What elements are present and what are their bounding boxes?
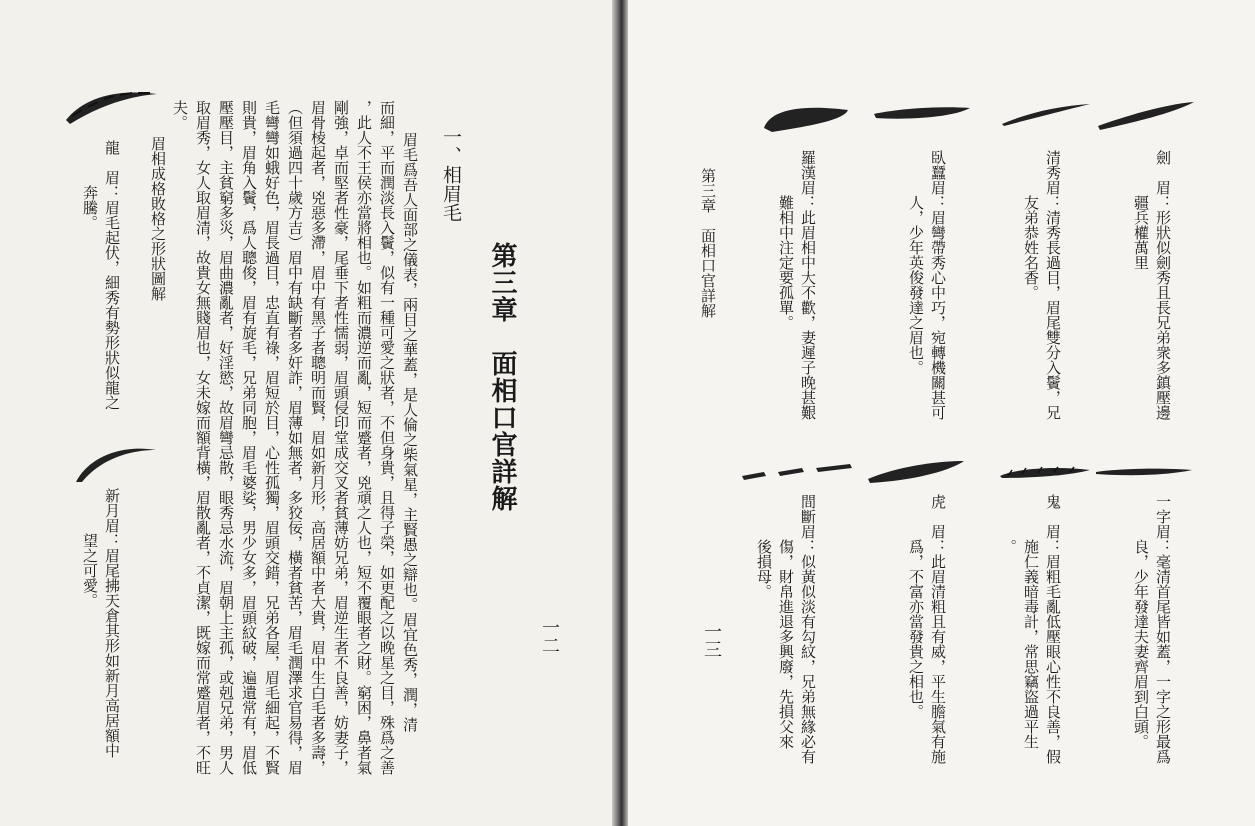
page-number: 一三 — [701, 622, 722, 658]
body-line: 而細，平而潤淡長入鬢，似有一種可愛之狀者，不但身貴，且得子榮，如更配之以晚星之目，殊爲之善 — [378, 100, 396, 775]
entry-arhat-brow-line1: 羅漢眉：此眉相中大不歡，妻遲子晚甚艱 — [799, 150, 817, 420]
body-line: 夫。 — [171, 100, 189, 130]
tiger-eyebrow-illustration — [866, 455, 966, 485]
entry-broken-brow-line3: 後損母。 — [755, 494, 773, 599]
entry-one-character-brow-line2: 良，少年發達夫妻齊眉到白頭。 — [1132, 494, 1150, 749]
figure-caption: 眉相成格敗格之形狀圖解 — [149, 136, 167, 301]
entry-broken-brow-line1: 間斷眉：似黃似淡有勾紋，兄弟無緣必有 — [799, 494, 817, 764]
entry-dragon-brow-line1: 龍 眉：眉毛起伏，細秀有勢形狀似龍之 — [103, 140, 121, 410]
body-line: 毛彎彎如蛾好色，眉長過目，忠直有祿，眉短於目，心性孤獨，眉頭交錯，兄弟各屋，眉毛細起，不賢 — [263, 100, 281, 775]
entry-ghost-brow-line1: 鬼 眉：眉粗毛亂低壓眼心性不良善，假 — [1044, 494, 1062, 764]
entry-tiger-brow-line2: 爲，不富亦當發貴之相也。 — [907, 494, 925, 719]
arhat-eyebrow-illustration — [760, 100, 852, 134]
sword-eyebrow-illustration — [1096, 98, 1196, 132]
sleeping-silkworm-eyebrow-illustration — [872, 100, 972, 126]
body-line: 眉骨棱起者，兇惡多滯，眉中有黑子者聰明而賢，眉如新月形，高居額中者大貴，眉中生白毛者多壽， — [309, 100, 327, 775]
entry-sword-brow-line1: 劍 眉：形狀似劍秀且長兄弟衆多鎮壓邊 — [1154, 150, 1172, 420]
dragon-eyebrow-illustration — [62, 80, 162, 130]
entry-arhat-brow-line2: 難相中注定要孤單。 — [777, 150, 795, 330]
book-gutter — [612, 0, 628, 826]
entry-elegant-brow-line1: 清秀眉：清秀長過目，眉尾雙分入鬢，兄 — [1044, 150, 1062, 420]
body-line: （但須過四十歲方吉）眉中有缺斷者多奸詐，眉薄如無者，多狡佞，橫者貧苦，眉毛潤澤求官易得，眉 — [286, 100, 304, 775]
body-line: 剛強，卓而堅者性豪，尾垂下者性懦弱，眉頭侵印堂成交叉者貧薄妨兄弟，眉逆生者不良善，妨妻子， — [332, 100, 350, 775]
broken-eyebrow-illustration — [738, 460, 856, 484]
page-number: 一二 — [539, 618, 560, 654]
ghost-eyebrow-illustration — [998, 462, 1092, 482]
entry-ghost-brow-line2: 施仁義暗毒計，常思竊盜過平生 — [1022, 494, 1040, 749]
right-page — [628, 0, 1255, 826]
running-head: 第三章 面相口官詳解 — [699, 168, 717, 318]
entry-silkworm-brow-line2: 人，少年英俊發達之眉也。 — [907, 150, 925, 375]
entry-silkworm-brow-line1: 臥蠶眉：眉彎帶秀心中巧，宛轉機關甚可 — [929, 150, 947, 420]
body-line: 眉毛爲吾人面部之儀表，兩目之華蓋，是人倫之柴氣星，主賢愚之辯也。眉宜色秀，潤，清 — [401, 132, 419, 732]
body-line: 壓壓目，主貧窮多災，眉曲濃亂者，好淫慾，故眉彎忌散，眼秀忌水流，眉朝上主孤，或剋兄弟，男人 — [217, 100, 235, 775]
section-title: 一、相眉毛 — [440, 127, 462, 222]
entry-crescent-brow-line1: 新月眉：眉尾拂天倉其形如新月高居額中 — [103, 488, 121, 758]
elegant-eyebrow-illustration — [1000, 100, 1092, 128]
left-page — [0, 0, 612, 826]
crescent-eyebrow-illustration — [70, 440, 160, 485]
body-line: 取眉秀，女人取眉清，故貴女無賤眉也，女未嫁而額背橫，眉散亂者，不貞潔，既嫁而常蹙眉者，不旺 — [194, 100, 212, 775]
entry-one-character-brow-line1: 一字眉：毫清首尾皆如蓋，一字之形最爲 — [1154, 494, 1172, 764]
entry-ghost-brow-line3: 。 — [1000, 494, 1018, 554]
entry-dragon-brow-line2: 奔騰。 — [81, 140, 99, 230]
chapter-title: 第三章 面相口官詳解 — [487, 242, 517, 512]
one-character-eyebrow-illustration — [1094, 462, 1194, 482]
body-line: 則貴，眉角入鬢，爲人聰俊，眉有旋毛，兄弟同胞，眉毛婆娑，男少女多，眉頭紋破，遍遺常有，眉低 — [240, 100, 258, 775]
body-line: ，此人不王侯亦當將相也。如粗而濃逆而亂，短而蹙者，兇頑之人也，短不覆眼者之財。窮困，鼻者氣 — [355, 100, 373, 775]
entry-crescent-brow-line2: 望之可愛。 — [81, 488, 99, 608]
entry-sword-brow-line2: 疆兵權萬里 — [1132, 150, 1150, 270]
entry-tiger-brow-line1: 虎 眉：此眉清粗且有威，平生膽氣有施 — [929, 494, 947, 764]
entry-elegant-brow-line2: 友弟恭姓名香。 — [1022, 150, 1040, 300]
entry-broken-brow-line2: 傷，財帛進退多興廢，先損父來 — [777, 494, 795, 749]
